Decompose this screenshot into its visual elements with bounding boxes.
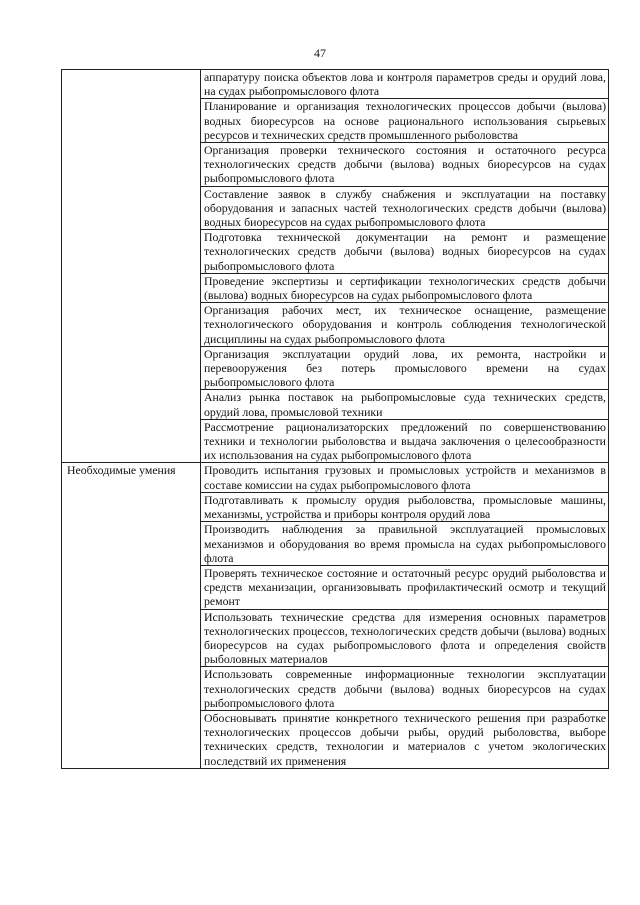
page-number: 47	[314, 46, 326, 60]
table-cell: Организация проверки технического состояния и остаточного ресурса технологических средств добычи (вылова) водных биоресурсов на судах рыбопромыслового флота	[201, 143, 609, 187]
row-label-empty	[62, 70, 201, 463]
table-cell: Проведение экспертизы и сертификации технологических средств добычи (вылова) водных биоресурсов на судах рыбопромыслового флота	[201, 273, 609, 302]
table-cell: Организация рабочих мест, их техническое оснащение, размещение технологического оборудования и контроль соблюдения технологической дисциплины на судах рыбопромыслового флота	[201, 303, 609, 347]
table-cell: Использовать технические средства для измерения основных параметров технологических процессов, технологических средств добычи (вылова) водных биоресурсов на судах рыбопромыслового флота и определения свойств рыболовных материалов	[201, 609, 609, 667]
table-cell: Анализ рынка поставок на рыбопромысловые суда технических средств, орудий лова, промысловой техники	[201, 390, 609, 419]
competency-table	[61, 69, 609, 769]
table-cell: Составление заявок в службу снабжения и эксплуатации на поставку оборудования и запасных частей технологических средств добычи (вылова) водных биоресурсов на судах рыбопромыслового флота	[201, 186, 609, 230]
table-cell: Подготовка технической документации на ремонт и размещение технологических средств добычи (вылова) водных биоресурсов на судах рыбопромыслового флота	[201, 230, 609, 274]
table-cell: Организация эксплуатации орудий лова, их ремонта, настройки и перевооружения без потерь промыслового времени на судах рыбопромыслового флота	[201, 346, 609, 390]
table-cell: Обосновывать принятие конкретного технического решения при разработке технологических процессов добычи рыбы, орудий рыболовства, выборе технических средств, технологии и материалов с учетом экологических последствий их применения	[201, 710, 609, 768]
table-cell: Использовать современные информационные технологии эксплуатации технологических средств добычи (вылова) водных биоресурсов на судах рыбопромыслового флота	[201, 667, 609, 711]
table-row	[62, 463, 609, 492]
table-cell: Проводить испытания грузовых и промысловых устройств и механизмов в составе комиссии на судах рыбопромыслового флота	[201, 463, 609, 492]
table-cell: Рассмотрение рационализаторских предложений по совершенствованию техники и технологии рыболовства и выдача заключения о целесообразности их использования на судах рыбопромыслового флота	[201, 419, 609, 463]
table-cell: Проверять техническое состояние и остаточный ресурс орудий рыболовства и средств механизации, организовывать профилактический осмотр и текущий ремонт	[201, 565, 609, 609]
table-cell: Производить наблюдения за правильной эксплуатацией промысловых механизмов и оборудования во время промысла на судах рыбопромыслового флота	[201, 522, 609, 566]
table-cell: аппаратуру поиска объектов лова и контроля параметров среды и орудий лова, на судах рыбопромыслового флота	[201, 70, 609, 99]
table-cell: Планирование и организация технологических процессов добычи (вылова) водных биоресурсов на основе рационального использования сырьевых ресурсов и технических средств промышленного рыболовства	[201, 99, 609, 143]
row-label-required-skills: Необходимые умения	[62, 463, 201, 768]
table-row	[62, 70, 609, 99]
table-cell: Подготавливать к промыслу орудия рыболовства, промысловые машины, механизмы, устройства и приборы контроля орудий лова	[201, 492, 609, 521]
